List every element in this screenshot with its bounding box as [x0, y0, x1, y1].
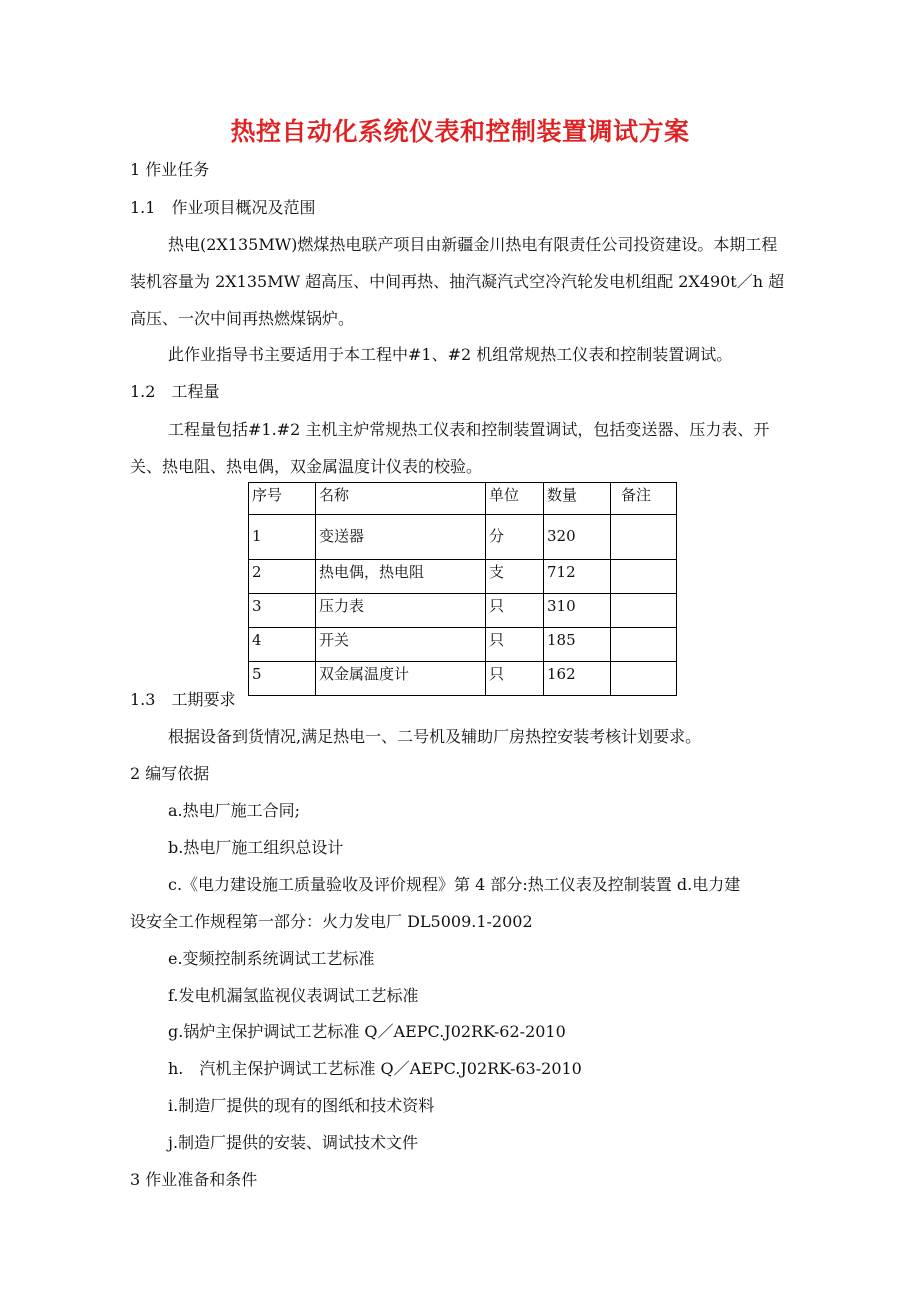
- table-cell: [611, 662, 677, 696]
- table-cell: 压力表: [316, 594, 486, 628]
- reference-item: e.变频控制系统调试工艺标准: [168, 949, 375, 968]
- section-heading-2: 2 编写依据: [130, 764, 210, 783]
- table-cell: 2: [249, 560, 316, 594]
- document-title: 热控自动化系统仪表和控制装置调试方案: [230, 117, 690, 146]
- table-cell: [611, 515, 677, 560]
- table-cell: 1: [249, 515, 316, 560]
- subsection-heading-1-1: 1.1 作业项目概况及范围: [130, 198, 316, 217]
- table-cell: 热电偶，热电阻: [316, 560, 486, 594]
- table-cell: 开关: [316, 628, 486, 662]
- table-header-cell: 名称: [316, 483, 486, 515]
- workload-table: [248, 482, 677, 696]
- paragraph-line: 关、热电阻、热电偶，双金属温度计仪表的校验。: [130, 457, 483, 476]
- paragraph: 此作业指导书主要适用于本工程中#1、#2 机组常规热工仪表和控制装置调试。: [168, 345, 733, 364]
- table-cell: 5: [249, 662, 316, 696]
- table-cell: 185: [544, 628, 611, 662]
- table-cell: 只: [486, 628, 544, 662]
- reference-item: f.发电机漏氢监视仪表调试工艺标准: [168, 986, 419, 1005]
- table-cell: [611, 628, 677, 662]
- table-header-cell: 备注: [611, 483, 677, 515]
- table-cell: 320: [544, 515, 611, 560]
- table-header-cell: 序号: [249, 483, 316, 515]
- table-row: [249, 560, 677, 594]
- table-cell: 310: [544, 594, 611, 628]
- section-heading-1: 1 作业任务: [130, 160, 210, 179]
- reference-item: 设安全工作规程第一部分：火力发电厂 DL5009.1-2002: [130, 912, 533, 931]
- paragraph-line: 高压、一次中间再热燃煤锅炉。: [130, 309, 355, 328]
- table-cell: 分: [486, 515, 544, 560]
- subsection-heading-1-2: 1.2 工程量: [130, 382, 220, 401]
- reference-item: h. 汽机主保护调试工艺标准 Q／AEPC.J02RK-63-2010: [168, 1059, 582, 1078]
- paragraph-line: 工程量包括#1.#2 主机主炉常规热工仪表和控制装置调试，包括变送器、压力表、开: [168, 420, 770, 439]
- table-cell: 只: [486, 662, 544, 696]
- table-row: [249, 515, 677, 560]
- reference-item: j.制造厂提供的安装、调试技术文件: [168, 1133, 419, 1152]
- table-cell: 支: [486, 560, 544, 594]
- reference-item: a.热电厂施工合同;: [168, 801, 301, 820]
- table-cell: 162: [544, 662, 611, 696]
- reference-item: g.锅炉主保护调试工艺标准 Q／AEPC.J02RK-62-2010: [168, 1022, 566, 1041]
- table-cell: [611, 594, 677, 628]
- table-cell: 变送器: [316, 515, 486, 560]
- section-heading-3: 3 作业准备和条件: [130, 1170, 258, 1189]
- table-header-row: [249, 483, 677, 515]
- table-cell: [611, 560, 677, 594]
- table-cell: 3: [249, 594, 316, 628]
- reference-item: c.《电力建设施工质量验收及评价规程》第 4 部分:热工仪表及控制装置 d.电力建: [168, 875, 741, 894]
- reference-item: i.制造厂提供的现有的图纸和技术资料: [168, 1096, 435, 1115]
- paragraph-line: 热电(2X135MW)燃煤热电联产项目由新疆金川热电有限责任公司投资建设。本期工程: [168, 235, 778, 254]
- table-cell: 4: [249, 628, 316, 662]
- reference-item: b.热电厂施工组织总设计: [168, 838, 344, 857]
- table-row: [249, 628, 677, 662]
- table-row: [249, 594, 677, 628]
- subsection-heading-1-3: 1.3 工期要求: [130, 690, 236, 709]
- table-cell: 712: [544, 560, 611, 594]
- table-cell: 只: [486, 594, 544, 628]
- paragraph-line: 装机容量为 2X135MW 超高压、中间再热、抽汽凝汽式空冷汽轮发电机组配 2X490t／h 超: [130, 272, 785, 291]
- table-cell: 双金属温度计: [316, 662, 486, 696]
- table-header-cell: 单位: [486, 483, 544, 515]
- table-header-cell: 数量: [544, 483, 611, 515]
- table-row: [249, 662, 677, 696]
- paragraph: 根据设备到货情况,满足热电一、二号机及辅助厂房热控安装考核计划要求。: [168, 727, 702, 746]
